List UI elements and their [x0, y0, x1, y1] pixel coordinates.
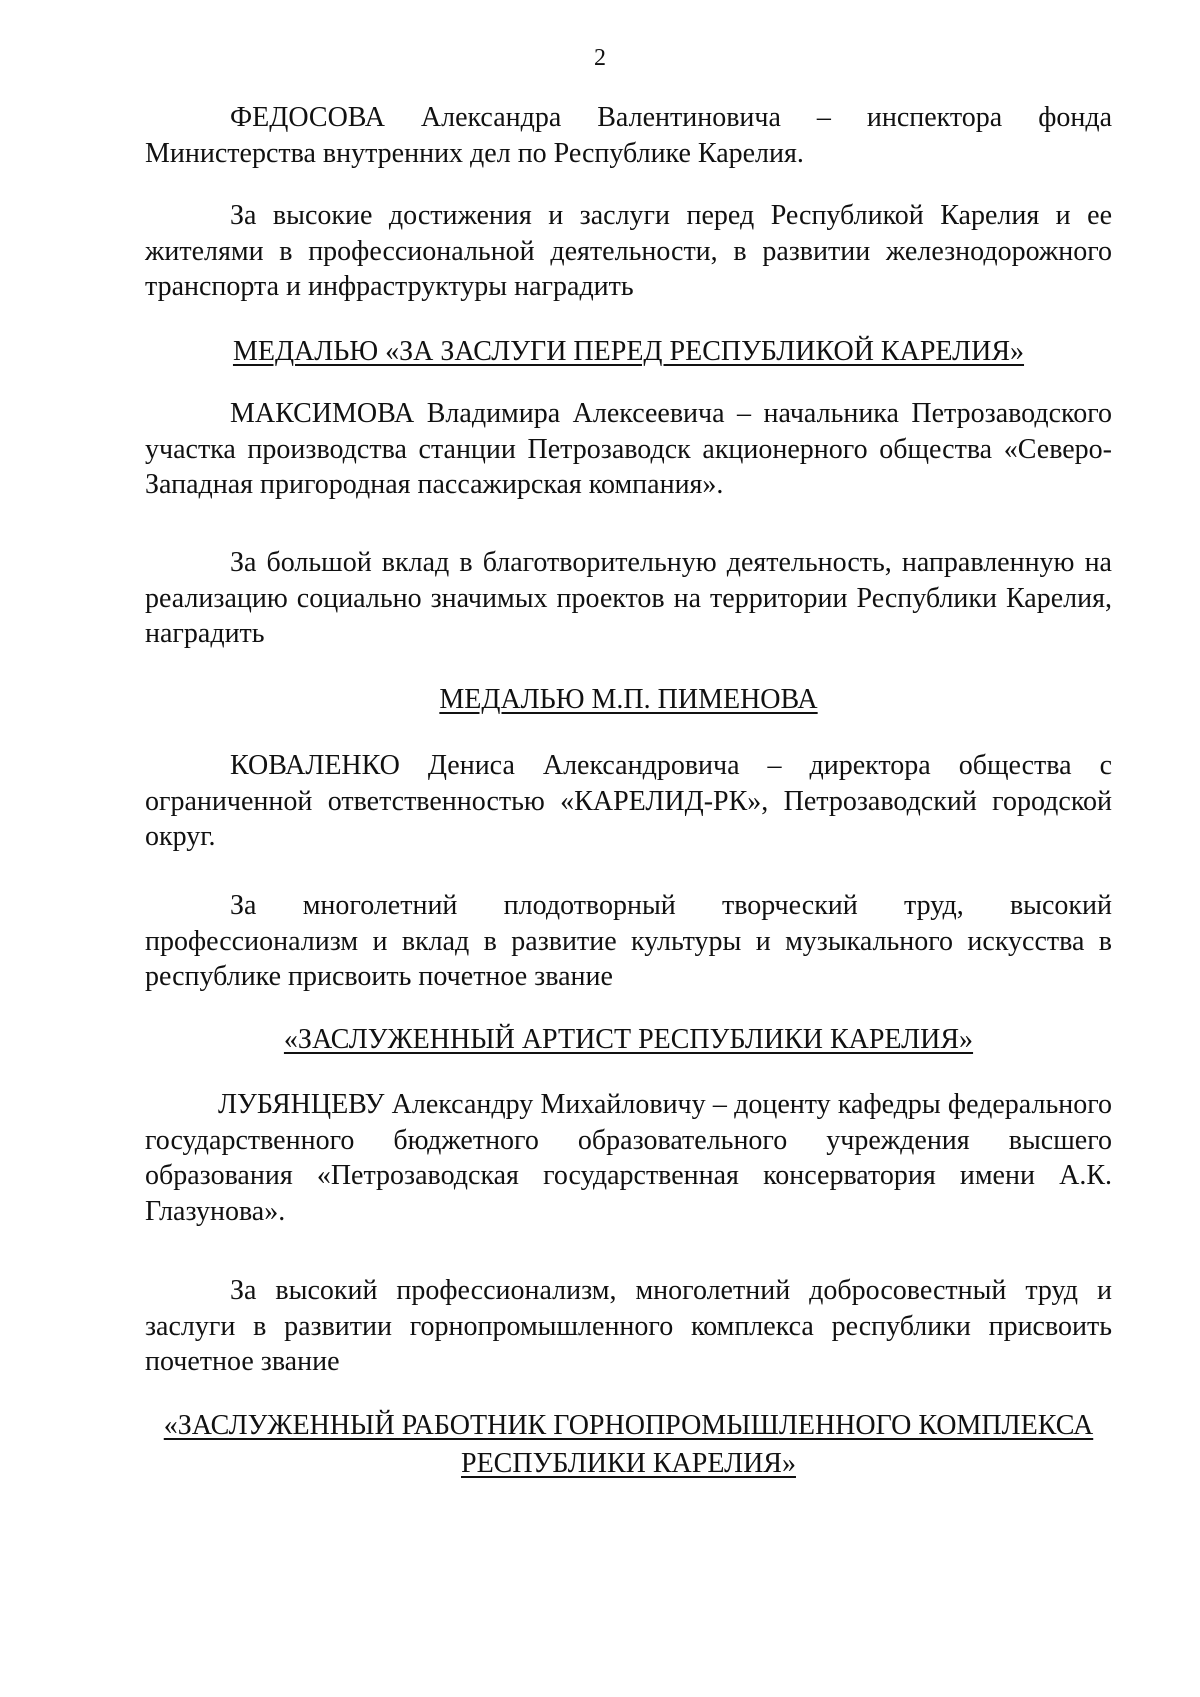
award-recipient-lubyantsev — [145, 1087, 1112, 1229]
paragraph: ЛУБЯНЦЕВУ Александру Михайловичу – доценту кафедры федерального государственного бюджетного образовательного учреждения высшего образования «Петрозаводская государственная консерватория имени А.К. Глазунова». — [145, 1089, 1112, 1227]
award-recipient-maksimov — [145, 396, 1112, 503]
award-recipient-fedosov — [145, 100, 1112, 171]
paragraph: За большой вклад в благотворительную деятельность, направленную на реализацию социально значимых проектов на территории Республики Карелия, наградить — [145, 547, 1112, 649]
page-number: 2 — [594, 45, 606, 71]
award-heading: «ЗАСЛУЖЕННЫЙ АРТИСТ РЕСПУБЛИКИ КАРЕЛИЯ» — [283, 1024, 974, 1055]
award-justification-4 — [145, 1273, 1112, 1380]
paragraph: За многолетний плодотворный творческий труд, высокий профессионализм и вклад в развитие культуры и музыкального искусства в республике присвоить почетное звание — [145, 890, 1112, 992]
award-heading: МЕДАЛЬЮ «ЗА ЗАСЛУГИ ПЕРЕД РЕСПУБЛИКОЙ КАРЕЛИЯ» — [232, 336, 1025, 367]
paragraph: МАКСИМОВА Владимира Алексеевича – начальника Петрозаводского участка производства станции Петрозаводск акционерного общества «Северо-Западная пригородная пассажирская компания». — [145, 398, 1112, 500]
paragraph: За высокие достижения и заслуги перед Республикой Карелия и ее жителями в профессиональной деятельности, в развитии железнодорожного транспорта и инфраструктуры наградить — [145, 200, 1112, 302]
award-heading-1 — [145, 333, 1112, 371]
award-heading-4 — [145, 1407, 1112, 1483]
award-justification-3 — [145, 888, 1112, 995]
award-heading-line-2: РЕСПУБЛИКИ КАРЕЛИЯ» — [461, 1448, 796, 1479]
paragraph: КОВАЛЕНКО Дениса Александровича – директора общества с ограниченной ответственностью «КАРЕЛИД-РК», Петрозаводский городской округ. — [145, 750, 1112, 852]
award-heading: МЕДАЛЬЮ М.П. ПИМЕНОВА — [439, 684, 818, 715]
award-heading-2 — [145, 681, 1112, 719]
award-justification-2 — [145, 545, 1112, 652]
award-justification-1 — [145, 198, 1112, 305]
award-heading-3 — [145, 1021, 1112, 1059]
award-recipient-kovalenko — [145, 748, 1112, 855]
award-heading-line-1: «ЗАСЛУЖЕННЫЙ РАБОТНИК ГОРНОПРОМЫШЛЕННОГО КОМПЛЕКСА — [163, 1410, 1094, 1441]
paragraph: ФЕДОСОВА Александра Валентиновича – инспектора фонда Министерства внутренних дел по Республике Карелия. — [145, 102, 1112, 169]
paragraph: За высокий профессионализм, многолетний добросовестный труд и заслуги в развитии горнопромышленного комплекса республики присвоить почетное звание — [145, 1275, 1112, 1377]
